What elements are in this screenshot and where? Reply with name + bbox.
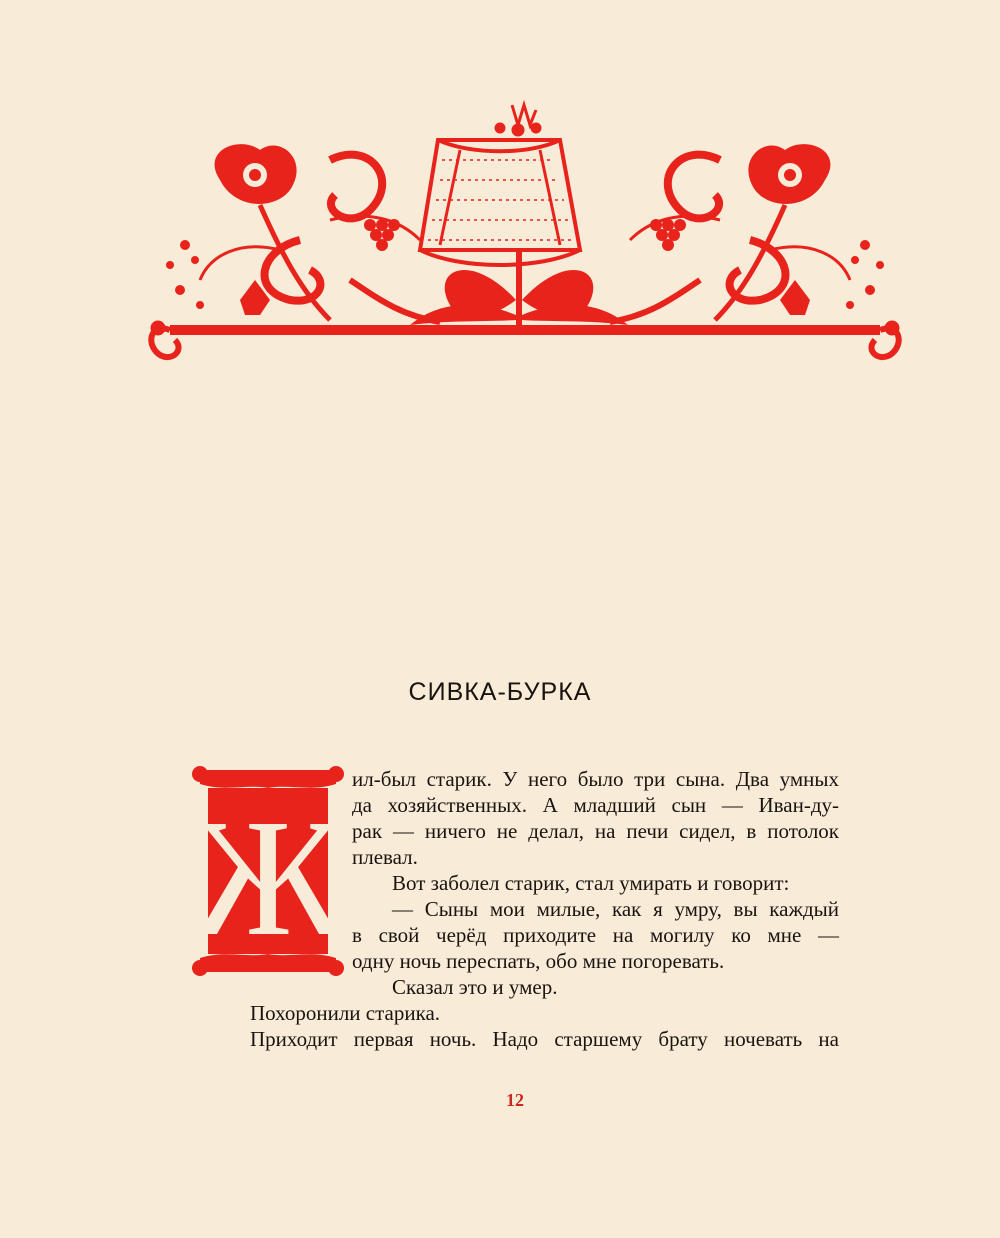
text-line-1: ил-был старик. У него было три сына. Два умных bbox=[352, 767, 839, 791]
drop-cap-letter: Ж bbox=[192, 785, 344, 971]
page-number: 12 bbox=[506, 1090, 524, 1110]
floral-headpiece-ornament bbox=[140, 100, 910, 370]
drop-cap-initial bbox=[190, 762, 346, 980]
text-line-3: рак — ничего не делал, на печи сидел, в потолок bbox=[352, 819, 839, 843]
text-line-2: да хозяйственных. А младший сын — Иван-ду- bbox=[352, 793, 839, 817]
story-title: СИВКА-БУРКА bbox=[408, 678, 592, 706]
text-line-7: в свой черёд приходите на могилу ко мне — bbox=[352, 923, 839, 947]
text-line-6: — Сыны мои милые, как я умру, вы каждый bbox=[392, 897, 839, 921]
text-line-8: одну ночь переспать, обо мне погоревать. bbox=[352, 949, 725, 973]
text-line-9: Сказал это и умер. bbox=[392, 975, 558, 999]
text-line-5: Вот заболел старик, стал умирать и говорит: bbox=[392, 871, 790, 895]
text-line-11: Приходит первая ночь. Надо старшему брату ночевать на bbox=[250, 1027, 839, 1051]
text-line-4: плевал. bbox=[352, 845, 418, 869]
text-line-10: Похоронили старика. bbox=[250, 1001, 441, 1025]
